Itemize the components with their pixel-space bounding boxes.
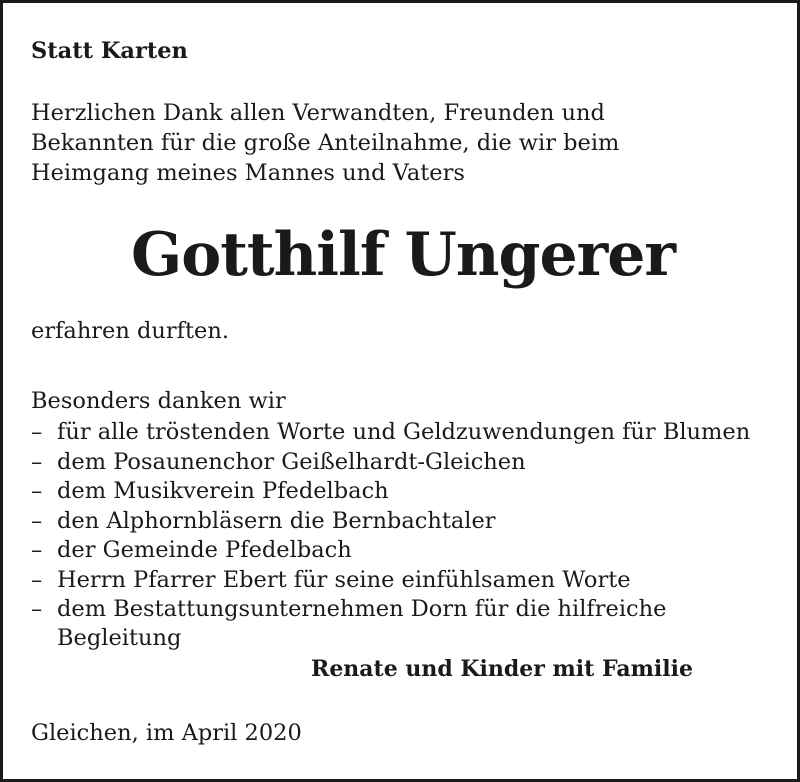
intro-line: Heimgang meines Mannes und Vaters <box>31 160 465 186</box>
deceased-name: Gotthilf Ungerer <box>130 220 676 290</box>
list-item-text: dem Musikverein Pfedelbach <box>57 478 389 504</box>
signature: Renate und Kinder mit Familie <box>311 656 693 682</box>
list-item-text: den Alphornbläsern die Bernbachtaler <box>57 508 496 534</box>
after-name: erfahren durften. <box>31 318 229 344</box>
intro-line: Bekannten für die große Anteilnahme, die wir beim <box>31 130 620 156</box>
dash: – <box>31 567 43 593</box>
list-item-text: dem Posaunenchor Geißelhardt-Gleichen <box>57 449 526 475</box>
list-item-text: Herrn Pfarrer Ebert für seine einfühlsamen Worte <box>57 567 631 593</box>
dash: – <box>31 537 43 563</box>
place-date: Gleichen, im April 2020 <box>31 720 302 746</box>
list-item <box>31 507 496 537</box>
list-item-text: dem Bestattungsunternehmen Dorn für die hilfreiche <box>57 596 667 622</box>
list-item-continuation: Begleitung <box>57 625 182 651</box>
dash: – <box>31 419 43 445</box>
dash: – <box>31 449 43 475</box>
list-item <box>31 536 352 566</box>
list-item-text: der Gemeinde Pfedelbach <box>57 537 352 563</box>
list-item <box>31 566 631 596</box>
list-item <box>31 418 750 448</box>
list-item <box>31 595 666 625</box>
list-item <box>31 448 526 478</box>
header: Statt Karten <box>31 38 188 64</box>
list-item <box>31 477 389 507</box>
thanks-heading: Besonders danken wir <box>31 388 286 414</box>
dash: – <box>31 478 43 504</box>
dash: – <box>31 508 43 534</box>
dash: – <box>31 596 43 622</box>
list-item-text: für alle tröstenden Worte und Geldzuwendungen für Blumen <box>57 419 751 445</box>
intro-line: Herzlichen Dank allen Verwandten, Freunden und <box>31 100 605 126</box>
